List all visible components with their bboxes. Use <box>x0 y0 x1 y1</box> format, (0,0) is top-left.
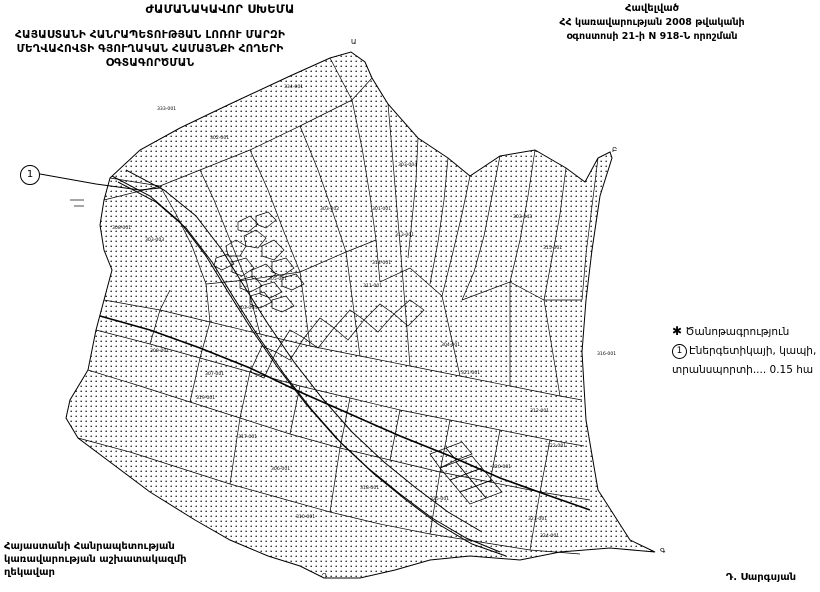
parcel-label: 303-002 <box>320 207 340 212</box>
parcel-label: 306-001 <box>271 467 291 472</box>
parcel-label: 321-001 <box>461 371 481 376</box>
footer-signature-block <box>4 540 264 579</box>
legend-entry-1-detail: տրանսպորտի.... 0.15 հա <box>672 364 814 376</box>
map-legend <box>672 322 820 380</box>
legend-note-title <box>672 322 820 342</box>
legend-note-label: Ծանոթագրություն <box>685 326 790 338</box>
vertex-label: Դ <box>322 572 328 580</box>
parcel-label: 318-001 <box>360 486 380 491</box>
parcel-label: 303-003 <box>145 238 165 243</box>
parcel-label: 322-001 <box>547 444 567 449</box>
parcel-label: 334-001 <box>284 85 304 90</box>
parcel-label: 308-001 <box>112 226 132 231</box>
parcel-label: 317-001 <box>238 435 258 440</box>
parcel-label: 312-001 <box>530 409 550 414</box>
parcel-label: 303-043 <box>513 215 533 220</box>
parcel-label: 307-001 <box>205 372 225 377</box>
parcel-label: 311-001 <box>363 284 383 289</box>
map-subtitle: ՀԱՅԱՍՏԱՆԻ ՀԱՆՐԱՊԵՏՈՒԹՅԱՆ ԼՈՌՈՒ ՄԱՐԶԻ ՄԵՂՎԱՀՈՎՏԻ ԳՅՈՒՂԱԿԱՆ ՀԱՄԱՅՆՔԻ ՀՈՂԵՐԻ ՕԳՏԱԳՈՐԾՄԱՆ <box>14 29 286 69</box>
approval-line-3: օգոստոսի 21-ի N 918-Ն որոշման <box>566 31 738 42</box>
footer-line-3: ղեկավար <box>4 567 55 578</box>
parcel-label: 303-004 <box>238 306 258 311</box>
star-icon: ✱ <box>672 324 683 338</box>
parcel-label: 325-001 <box>430 497 450 502</box>
parcel-label: 314-001 <box>372 261 392 266</box>
legend-marker-icon: 1 <box>672 344 687 359</box>
parcel-label: 316-001 <box>597 352 617 357</box>
parcel-label: 303-004 <box>398 163 418 168</box>
footer-line-2: կառավարության աշխատակազմի <box>4 554 187 565</box>
approval-line-2: ՀՀ կառավարության 2008 թվականի <box>559 17 745 28</box>
callout-marker: 1 <box>20 165 40 185</box>
page-title: ԺԱՄԱՆԱԿԱՎՈՐ ՍԽԵՄԱ <box>145 2 295 16</box>
parcel-label: 310-001 <box>296 515 316 520</box>
footer-line-1: Հայաստանի Հանրապետության <box>4 541 175 552</box>
vertex-label: Բ <box>612 146 618 154</box>
parcel-label: 320-001 <box>492 465 512 470</box>
parcel-label: 319-001 <box>196 396 216 401</box>
parcel-label: 304-001 <box>441 343 461 348</box>
parcel-label: 309-001 <box>150 349 170 354</box>
signature-name: Դ. Սարգսյան <box>725 572 796 583</box>
parcel-label: 305-001 <box>268 277 288 282</box>
parcel-label: 302-001 <box>210 136 230 141</box>
vertex-label: Ա <box>351 38 357 46</box>
parcel-label: 333-001 <box>157 107 177 112</box>
parcel-label: 323-001 <box>528 517 548 522</box>
parcel-label: 313-001 <box>395 233 415 238</box>
parcel-label: 315-001 <box>543 246 563 251</box>
vertex-label: Գ <box>660 547 666 555</box>
parcel-label: 301-001 <box>372 207 392 212</box>
legend-entry-1 <box>672 342 820 361</box>
parcel-label: 324-001 <box>540 534 560 539</box>
approval-line-1: Հավելված <box>624 3 680 14</box>
legend-entry-1-label: Էներգետիկայի, կապի, <box>689 345 817 357</box>
